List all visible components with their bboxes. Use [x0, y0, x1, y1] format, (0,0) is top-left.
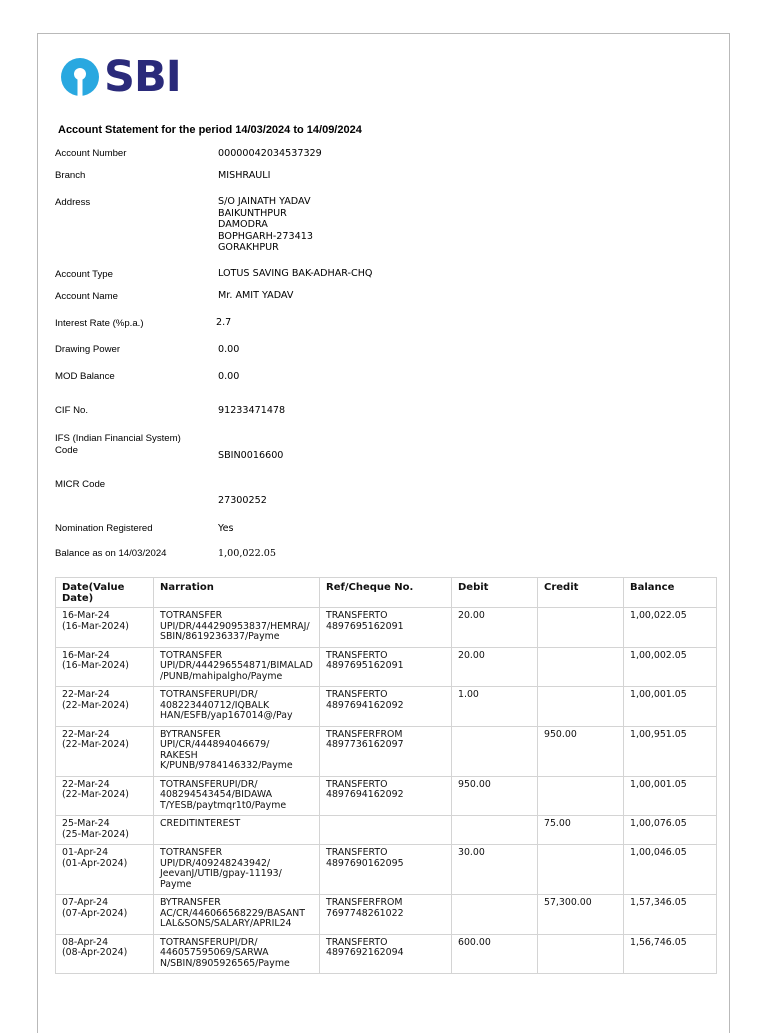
- table-row: [56, 647, 717, 687]
- branch-label: Branch: [55, 170, 86, 181]
- cell-credit: [538, 934, 624, 974]
- drawing-power-value: 0.00: [218, 344, 240, 355]
- cell-debit: [452, 895, 538, 935]
- cell-debit: 30.00: [452, 845, 538, 895]
- cif-label: CIF No.: [55, 405, 89, 416]
- cell-narration: BYTRANSFER AC/CR/446066568229/BASANT LAL&SONS/SALARY/APRIL24: [154, 895, 320, 935]
- cell-date: 08-Apr-24 (08-Apr-2024): [56, 934, 154, 974]
- header-ref: Ref/Cheque No.: [320, 578, 452, 608]
- cell-narration: TOTRANSFERUPI/DR/ 408294543454/BIDAWA T/YESB/paytmqr1t0/Payme: [154, 776, 320, 816]
- account-type-value: LOTUS SAVING BAK-ADHAR-CHQ: [218, 268, 373, 279]
- cell-ref: TRANSFERTO 4897695162091: [320, 647, 452, 687]
- cell-ref: TRANSFERTO 4897692162094: [320, 934, 452, 974]
- cell-date: 25-Mar-24 (25-Mar-2024): [56, 816, 154, 845]
- cell-debit: 600.00: [452, 934, 538, 974]
- table-row: [56, 895, 717, 935]
- table-row: [56, 845, 717, 895]
- ifs-label: IFS (Indian Financial System) Code: [55, 433, 181, 456]
- table-row: [56, 816, 717, 845]
- nomination-label: Nomination Registered: [55, 523, 153, 534]
- cell-balance: 1,00,046.05: [624, 845, 717, 895]
- cell-balance: 1,00,001.05: [624, 776, 717, 816]
- cell-credit: [538, 608, 624, 648]
- cell-ref: TRANSFERTO 4897694162092: [320, 687, 452, 727]
- address-label: Address: [55, 197, 91, 208]
- account-name-value: Mr. AMIT YADAV: [218, 290, 294, 301]
- cell-balance: 1,00,001.05: [624, 687, 717, 727]
- cell-balance: 1,00,022.05: [624, 608, 717, 648]
- statement-title: Account Statement for the period 14/03/2024 to 14/09/2024: [58, 124, 362, 136]
- cell-credit: 950.00: [538, 726, 624, 776]
- table-row: [56, 687, 717, 727]
- table-row: [56, 608, 717, 648]
- header-credit: Credit: [538, 578, 624, 608]
- branch-value: MISHRAULI: [218, 170, 271, 181]
- cell-narration: TOTRANSFERUPI/DR/ 408223440712/IQBALK HAN/ESFB/yap167014@/Pay: [154, 687, 320, 727]
- cell-credit: 57,300.00: [538, 895, 624, 935]
- cell-narration: TOTRANSFER UPI/DR/409248243942/ JeevanJ/UTIB/gpay-11193/ Payme: [154, 845, 320, 895]
- mod-balance-label: MOD Balance: [55, 371, 115, 382]
- cell-debit: 950.00: [452, 776, 538, 816]
- cell-date: 07-Apr-24 (07-Apr-2024): [56, 895, 154, 935]
- cell-balance: 1,00,076.05: [624, 816, 717, 845]
- header-balance: Balance: [624, 578, 717, 608]
- balance-as-on-value: 1,00,022.05: [218, 548, 276, 559]
- cell-narration: CREDITINTEREST: [154, 816, 320, 845]
- cell-credit: [538, 647, 624, 687]
- cell-date: 01-Apr-24 (01-Apr-2024): [56, 845, 154, 895]
- nomination-value: Yes: [218, 523, 234, 534]
- table-row: [56, 726, 717, 776]
- cell-ref: TRANSFERTO 4897695162091: [320, 608, 452, 648]
- sbi-keyhole-icon: [60, 57, 100, 97]
- account-type-label: Account Type: [55, 269, 113, 280]
- cell-ref: TRANSFERFROM 7697748261022: [320, 895, 452, 935]
- cell-date: 22-Mar-24 (22-Mar-2024): [56, 776, 154, 816]
- cell-debit: [452, 726, 538, 776]
- cell-debit: 1.00: [452, 687, 538, 727]
- address-value: S/O JAINATH YADAV BAIKUNTHPUR DAMODRA BOPHGARH-273413 GORAKHPUR: [218, 196, 313, 253]
- table-header-row: [56, 578, 717, 608]
- cell-narration: TOTRANSFER UPI/DR/444290953837/HEMRAJ/SBIN/8619236337/Payme: [154, 608, 320, 648]
- logo-text: SBI: [104, 52, 181, 102]
- cell-narration: BYTRANSFER UPI/CR/444894046679/ RAKESH K/PUNB/9784146332/Payme: [154, 726, 320, 776]
- mod-balance-value: 0.00: [218, 371, 240, 382]
- cell-narration: TOTRANSFER UPI/DR/444296554871/BIMALAD/PUNB/mahipalgho/Payme: [154, 647, 320, 687]
- micr-label: MICR Code: [55, 479, 106, 490]
- cell-debit: [452, 816, 538, 845]
- cell-debit: 20.00: [452, 647, 538, 687]
- account-name-label: Account Name: [55, 291, 118, 302]
- header-date: Date(Value Date): [56, 578, 154, 608]
- cell-balance: 1,00,002.05: [624, 647, 717, 687]
- interest-rate-value: 2.7: [216, 317, 232, 328]
- cell-ref: TRANSFERTO 4897690162095: [320, 845, 452, 895]
- cell-balance: 1,00,951.05: [624, 726, 717, 776]
- cell-ref: TRANSFERFROM 4897736162097: [320, 726, 452, 776]
- header-narration: Narration: [154, 578, 320, 608]
- cell-date: 22-Mar-24 (22-Mar-2024): [56, 687, 154, 727]
- cell-date: 16-Mar-24 (16-Mar-2024): [56, 647, 154, 687]
- transactions-table: [55, 577, 717, 974]
- account-number-label: Account Number: [55, 148, 127, 159]
- cell-credit: [538, 776, 624, 816]
- interest-rate-label: Interest Rate (%p.a.): [55, 318, 144, 329]
- cell-credit: [538, 687, 624, 727]
- cell-ref: TRANSFERTO 4897694162092: [320, 776, 452, 816]
- cell-credit: 75.00: [538, 816, 624, 845]
- cell-debit: 20.00: [452, 608, 538, 648]
- cell-credit: [538, 845, 624, 895]
- table-row: [56, 934, 717, 974]
- cif-value: 91233471478: [218, 405, 286, 416]
- header-debit: Debit: [452, 578, 538, 608]
- balance-as-on-label: Balance as on 14/03/2024: [55, 548, 167, 559]
- cell-balance: 1,56,746.05: [624, 934, 717, 974]
- cell-narration: TOTRANSFERUPI/DR/ 446057595069/SARWA N/SBIN/8905926565/Payme: [154, 934, 320, 974]
- cell-balance: 1,57,346.05: [624, 895, 717, 935]
- cell-date: 22-Mar-24 (22-Mar-2024): [56, 726, 154, 776]
- table-row: [56, 776, 717, 816]
- ifs-value: SBIN0016600: [218, 450, 284, 461]
- cell-date: 16-Mar-24 (16-Mar-2024): [56, 608, 154, 648]
- sbi-logo: [60, 52, 181, 102]
- cell-ref: [320, 816, 452, 845]
- drawing-power-label: Drawing Power: [55, 344, 121, 355]
- micr-value: 27300252: [218, 495, 267, 506]
- account-number-value: 00000042034537329: [218, 148, 322, 159]
